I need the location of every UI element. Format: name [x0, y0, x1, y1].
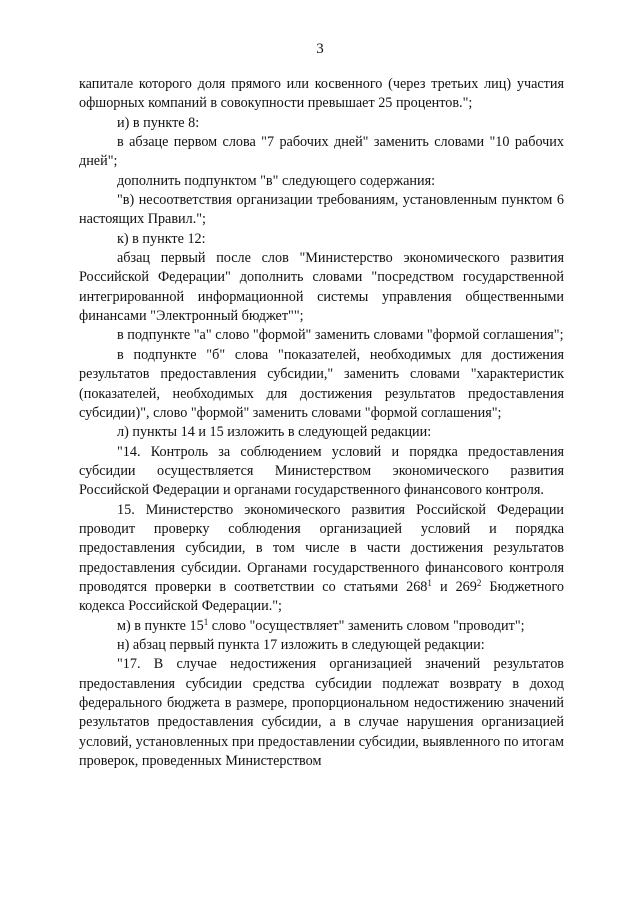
page-number: 3: [316, 41, 324, 57]
paragraph-item-m-tail: слово "осуществляет" заменить словом "проводит";: [208, 617, 525, 634]
paragraph-point-17: "17. В случае недостижения организацией значений результатов предоставления субсидии средства субсидии подлежат возврату в доход федерального бюджета в размере, пропорциональном недостижению значений результатов предоставления субсидии, а в случае нарушения организацией условий, установленных при предоставлении субсидии, выявленного по итогам проверок, проведенных Министерством: [79, 656, 564, 770]
paragraph-point-15: [79, 501, 564, 617]
paragraph-item-i-2: дополнить подпунктом "в" следующего содержания:: [117, 172, 436, 189]
superscript-269-2: 2: [476, 577, 482, 588]
paragraph-item-n: н) абзац первый пункта 17 изложить в следующей редакции:: [117, 636, 485, 653]
superscript-15-1: 1: [203, 616, 209, 627]
paragraph-item-l: л) пункты 14 и 15 изложить в следующей редакции:: [117, 424, 432, 441]
paragraph-item-m: [79, 617, 564, 636]
paragraph-item-m-text: м) в пункте 15: [117, 617, 204, 634]
document-body: [79, 75, 564, 771]
paragraph-item-i: и) в пункте 8:: [117, 114, 200, 131]
paragraph-point-14: "14. Контроль за соблюдением условий и порядка предоставления субсидии осуществляется Министерством экономического развития Российской Федерации и органами государственного финансового контроля.: [79, 443, 564, 499]
paragraph-item-k: к) в пункте 12:: [117, 230, 206, 247]
superscript-268-1: 1: [427, 577, 432, 588]
paragraph-point-15-tail: Бюджетного кодекса Российской Федерации.";: [79, 578, 564, 615]
paragraph-item-i-3: "в) несоответствия организации требованиям, установленным пунктом 6 настоящих Правил.";: [79, 192, 564, 228]
paragraph-point-15-text: 15. Министерство экономического развития Российской Федерации проводит проверку соблюдения организацией условий и порядка предоставления субсидии, в том числе в части достижения результатов предоставления субсидии. Органами государственного финансового контроля проводятся проверки в соответствии со статьями 268: [79, 501, 564, 595]
paragraph-continuation: капитале которого доля прямого или косвенного (через третьих лиц) участия офшорных компаний в совокупности превышает 25 процентов.";: [79, 76, 564, 112]
paragraph-point-15-mid: и 269: [431, 578, 477, 595]
paragraph-item-k-3: в подпункте "б" слова "показателей, необходимых для достижения результатов предоставления субсидии," заменить словами "характеристик (показателей, необходимых для достижения результатов предоставления субсидии)", слово "формой" заменить словами "формой соглашения";: [79, 346, 564, 421]
paragraph-item-k-1: абзац первый после слов "Министерство экономического развития Российской Федерации" дополнить словами "посредством государственной интегрированной информационной системы управления общественными финансами "Электронный бюджет"";: [79, 250, 564, 325]
paragraph-item-i-1: в абзаце первом слова "7 рабочих дней" заменить словами "10 рабочих дней";: [79, 134, 564, 170]
paragraph-item-k-2: в подпункте "а" слово "формой" заменить словами "формой соглашения";: [117, 327, 564, 344]
